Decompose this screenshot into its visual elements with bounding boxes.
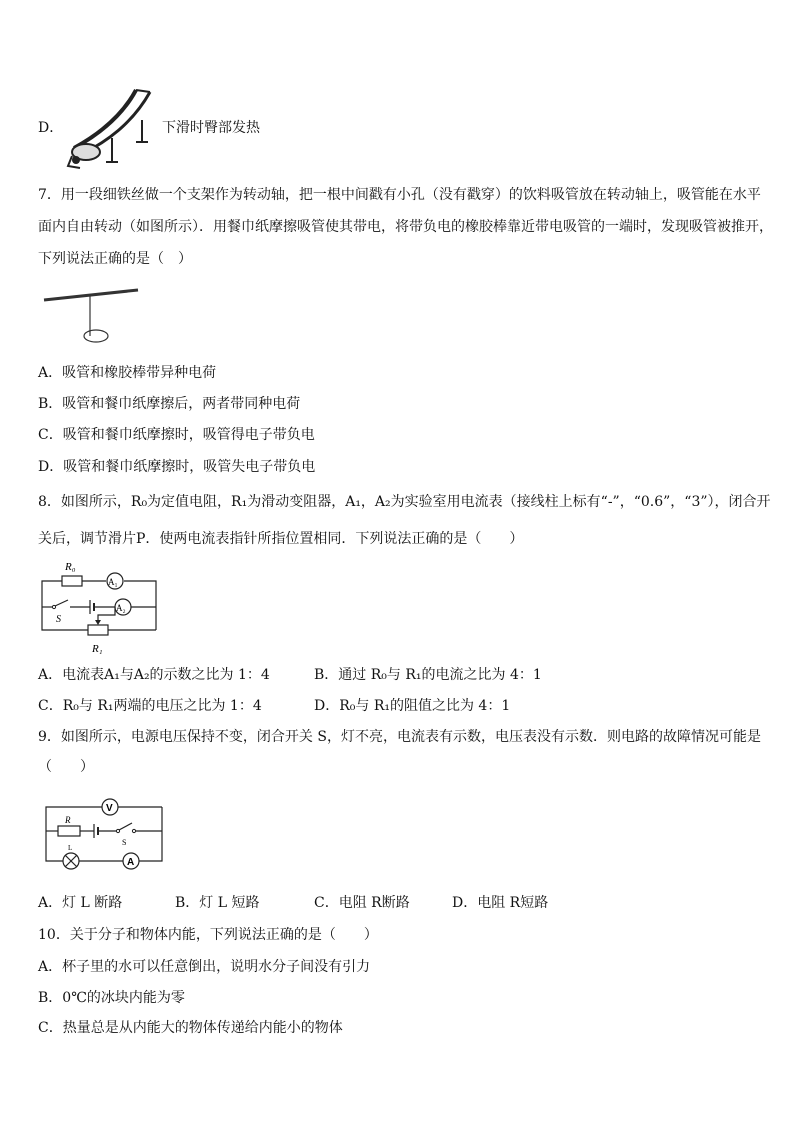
slide-illustration [66,88,162,172]
q7-option-d: D．吸管和餐巾纸摩擦时，吸管失电子带负电 [38,459,316,475]
q8-stem-line2: 关后，调节滑片P．使两电流表指针所指位置相同．下列说法正确的是（ ） [38,531,524,547]
straw-on-axis-figure [38,286,142,346]
q8-option-a: A．电流表A₁与A₂的示数之比为 1：4 [38,667,270,683]
q9-option-a: A．灯 L 断路 [38,895,123,911]
r1-label: R₁ [92,643,103,655]
q6-option-d-text: 下滑时臀部发热 [162,120,260,136]
q8-stem-line1: 8．如图所示，R₀为定值电阻，R₁为滑动变阻器，A₁，A₂为实验室用电流表（接线柱上标有“-”，“0.6”，“3”），闭合开 [38,494,771,510]
q9-circuit-diagram [38,795,170,879]
q8-option-c: C．R₀与 R₁两端的电压之比为 1：4 [38,698,262,714]
switch-s [119,823,132,830]
q8-option-b: B．通过 R₀与 R₁的电流之比为 4：1 [314,667,542,683]
s-label: S [122,838,127,847]
q7-option-c: C．吸管和餐巾纸摩擦时，吸管得电子带负电 [38,427,315,443]
q8-option-d: D．R₀与 R₁的阻值之比为 4：1 [314,698,511,714]
v-label: V [106,803,113,814]
q10-stem: 10．关于分子和物体内能，下列说法正确的是（ ） [38,927,378,943]
l-label: L [68,844,73,852]
a-label: A [127,857,135,868]
q7-option-b: B．吸管和餐巾纸摩擦后，两者带同种电荷 [38,396,301,412]
q10-option-a: A．杯子里的水可以任意倒出，说明水分子间没有引力 [38,959,371,975]
switch-s [55,600,68,606]
q9-stem-line2: （ ） [38,759,94,775]
q7-option-a: A．吸管和橡胶棒带异种电荷 [38,365,217,381]
q9-option-c: C．电阻 R断路 [314,895,410,911]
q10-option-c: C．热量总是从内能大的物体传递给内能小的物体 [38,1020,343,1036]
q6-option-d-letter: D． [38,120,64,136]
q8-circuit-diagram [38,560,164,656]
r-label: R [65,815,71,825]
resistor-r [58,826,80,836]
q9-option-b: B．灯 L 短路 [175,895,260,911]
q7-stem-line2: 面内自由转动（如图所示）．用餐巾纸摩擦吸管使其带电，将带负电的橡胶棒靠近带电吸管的一端时，发现吸管被推开， [38,219,773,235]
q9-stem-line1: 9．如图所示，电源电压保持不变，闭合开关 S，灯不亮，电流表有示数，电压表没有示数．则电路的故障情况可能是 [38,729,761,745]
a2-label: A₂ [116,603,126,613]
q10-option-b: B．0℃的冰块内能为零 [38,990,185,1006]
q7-stem-line3: 下列说法正确的是（ ） [38,251,192,267]
r1-rheostat [88,625,108,635]
s-label: S [56,614,61,625]
q9-option-d: D．电阻 R短路 [452,895,549,911]
a1-label: A₁ [108,577,118,587]
r0-resistor [62,576,82,586]
r0-label: R₀ [65,561,76,573]
q7-stem-line1: 7．用一段细铁丝做一个支架作为转动轴，把一根中间戳有小孔（没有戳穿）的饮料吸管放在转动轴上，吸管能在水平 [38,187,761,203]
